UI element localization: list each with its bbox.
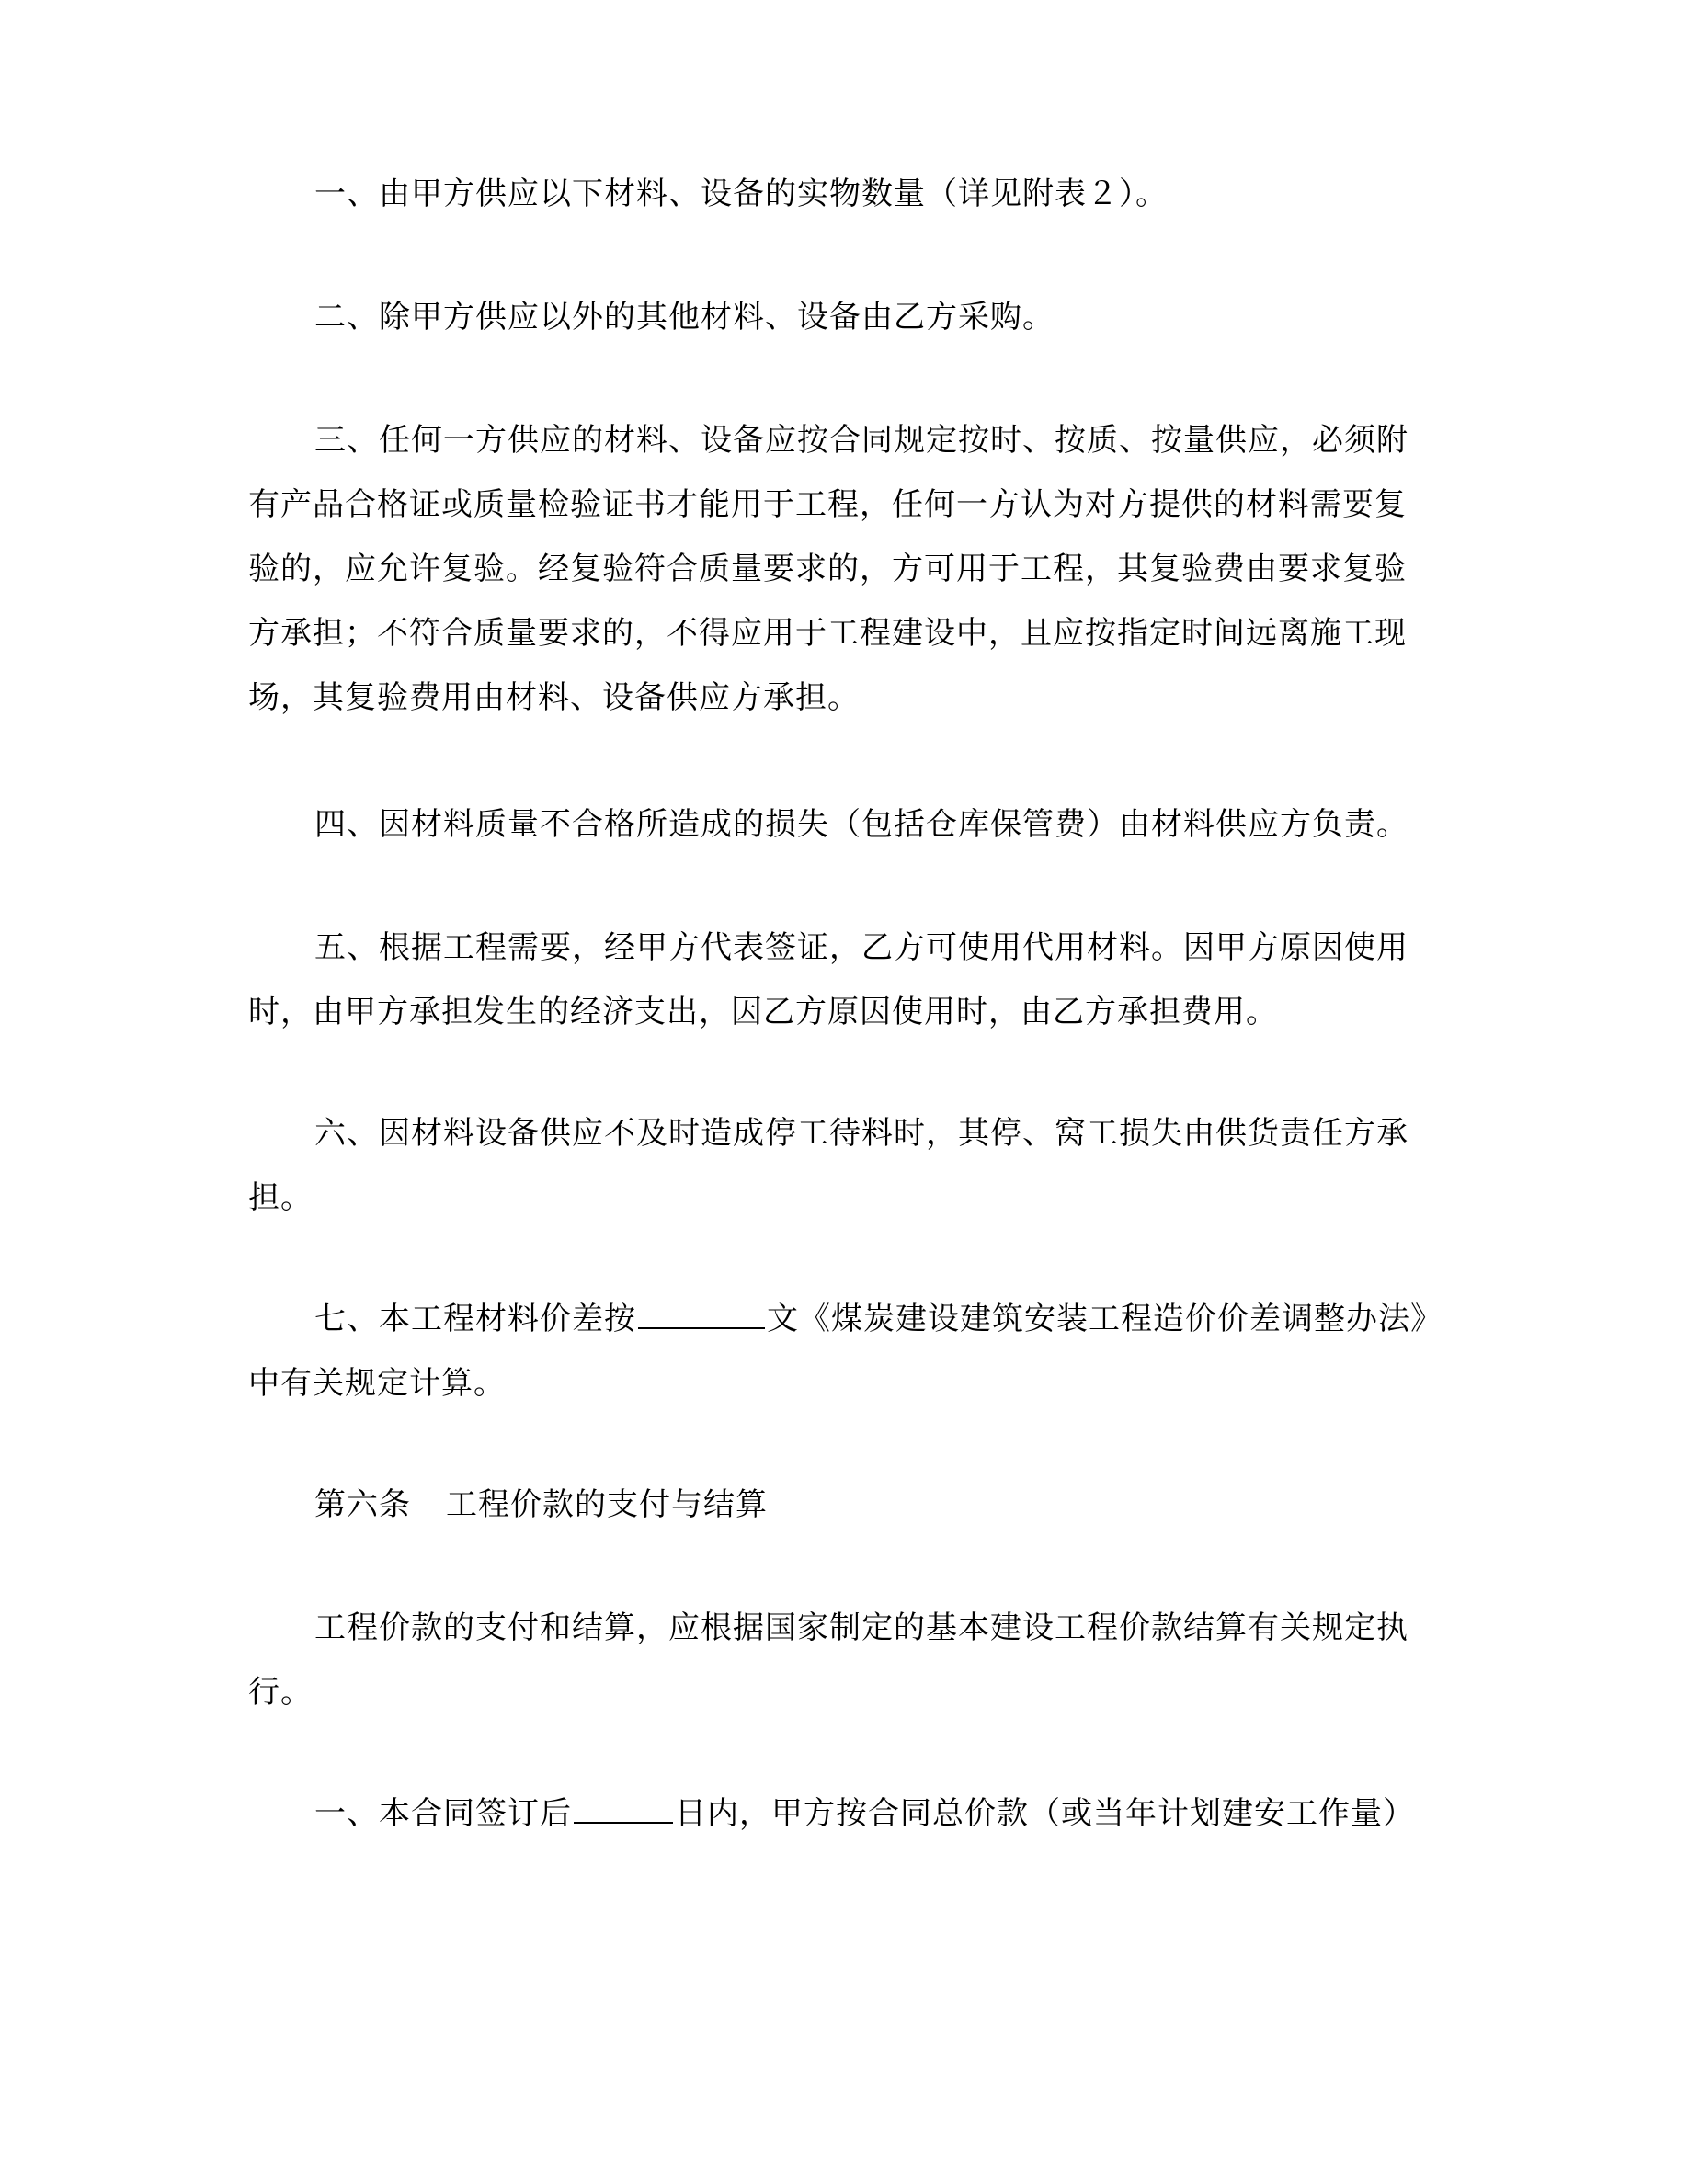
- text-segment: 文《煤炭建设建筑安装工程造价价差调整办法》: [767, 1301, 1443, 1337]
- text-line: 一、由甲方供应以下材料、设备的实物数量（详见附表２）。: [314, 176, 1168, 212]
- text-line: 六、因材料设备供应不及时造成停工待料时，其停、窝工损失由供货责任方承: [314, 1115, 1409, 1152]
- text-line: 中有关规定计算。: [248, 1365, 506, 1402]
- text-line: 二、除甲方供应以外的其他材料、设备由乙方采购。: [314, 299, 1055, 336]
- text-line: 四、因材料质量不合格所造成的损失（包括仓库保管费）由材料供应方负责。: [314, 806, 1409, 843]
- text-line: 工程价款的支付和结算，应根据国家制定的基本建设工程价款结算有关规定执: [314, 1610, 1409, 1646]
- paragraph-advance-payment: [248, 1781, 1443, 1846]
- text-line: 五、根据工程需要，经甲方代表签证，乙方可使用代用材料。因甲方原因使用: [314, 929, 1409, 966]
- text-segment: 日内，甲方按合同总价款（或当年计划建安工作量）: [675, 1795, 1415, 1832]
- text-line: 验的，应允许复验。经复验符合质量要求的，方可用于工程，其复验费由要求复验: [248, 551, 1407, 587]
- paragraph-other-materials: [248, 285, 1443, 349]
- text-line: [248, 1781, 1443, 1846]
- fill-in-blank: [574, 1794, 673, 1824]
- paragraph-substitute-materials: [248, 916, 1443, 1044]
- paragraph-loss-liability: [248, 792, 1443, 857]
- text-segment: 一、本合同签订后: [314, 1795, 572, 1832]
- paragraph-price-difference: [248, 1287, 1443, 1416]
- paragraph-quality-check: [248, 408, 1443, 730]
- article-title: 工程价款的支付与结算: [446, 1486, 768, 1523]
- text-line: 三、任何一方供应的材料、设备应按合同规定按时、按质、按量供应，必须附: [314, 422, 1409, 459]
- text-line: 担。: [248, 1179, 313, 1216]
- text-line: 行。: [248, 1674, 313, 1711]
- fill-in-blank: [638, 1300, 765, 1329]
- article-number: 第六条: [314, 1486, 411, 1523]
- text-segment: 七、本工程材料价差按: [314, 1301, 636, 1337]
- text-line: 时，由甲方承担发生的经济支出，因乙方原因使用时，由乙方承担费用。: [248, 994, 1278, 1030]
- text-line: [248, 1473, 1443, 1537]
- text-line: [248, 1287, 1443, 1351]
- paragraph-supply-delay: [248, 1101, 1443, 1230]
- paragraph-payment-settlement: [248, 1596, 1443, 1724]
- text-line: 场，其复验费用由材料、设备供应方承担。: [248, 679, 860, 716]
- article-heading: [248, 1473, 1443, 1537]
- paragraph-supply-quantity: [248, 162, 1443, 226]
- text-line: 方承担；不符合质量要求的，不得应用于工程建设中，且应按指定时间远离施工现: [248, 615, 1407, 652]
- text-line: 有产品合格证或质量检验证书才能用于工程，任何一方认为对方提供的材料需要复: [248, 486, 1407, 523]
